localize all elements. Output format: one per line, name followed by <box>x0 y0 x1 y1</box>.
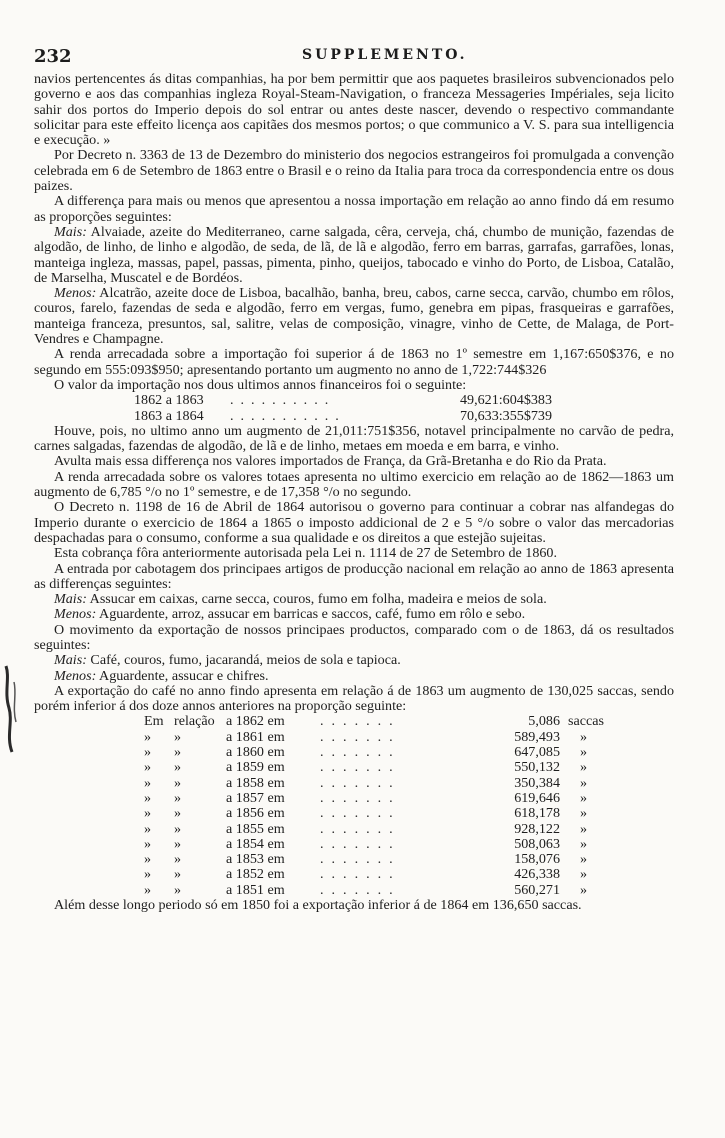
col-a: » <box>144 728 152 745</box>
sacks-value: 426,338 <box>514 866 560 883</box>
year-label: a 1861 em <box>226 728 285 745</box>
paragraph-export-movement: O movimento da exportação de nossos principaes productos, comparado com o de 1863, dá os resultados seguintes: <box>34 621 674 653</box>
import-value: 70,633:355$739 <box>460 407 553 424</box>
year-label: a 1860 em <box>226 744 285 761</box>
sacks-value: 928,122 <box>514 820 560 837</box>
page-header <box>34 46 674 70</box>
leader-dots: ....... <box>320 851 401 868</box>
ditto-mark: » <box>580 728 588 745</box>
col-b: » <box>174 759 182 776</box>
table-row <box>34 867 674 882</box>
leader-dots: ....... <box>320 881 401 898</box>
paragraph-import-difference: A differença para mais ou menos que apresentou a nossa importação em relação ao anno findo dá em resumo as proporções seguintes: <box>34 193 674 225</box>
leader-dots: ....... <box>320 728 401 745</box>
year-label: a 1854 em <box>226 835 285 852</box>
table-row <box>34 822 674 837</box>
sacks-value: 560,271 <box>514 881 560 898</box>
col-a: » <box>144 789 152 806</box>
list-less-cabotage <box>34 607 674 622</box>
ditto-mark: » <box>580 881 588 898</box>
less-exports-text: Aguardente, assucar e chifres. <box>99 667 269 684</box>
year-label: a 1859 em <box>226 759 285 776</box>
leader-dots: ....... <box>320 744 401 761</box>
col-a: Em <box>144 713 164 730</box>
list-more-exports <box>34 653 674 668</box>
leader-dots: ....... <box>320 835 401 852</box>
col-a: » <box>144 881 152 898</box>
period-label: 1862 a 1863 <box>134 392 204 409</box>
page-body <box>34 72 674 913</box>
leader-dots: ....... <box>320 866 401 883</box>
year-label: a 1856 em <box>226 805 285 822</box>
ditto-mark: » <box>580 866 588 883</box>
leader-dots: ....... <box>320 713 401 730</box>
year-label: a 1857 em <box>226 789 285 806</box>
year-label: a 1853 em <box>226 851 285 868</box>
col-a: » <box>144 851 152 868</box>
ditto-mark: » <box>580 759 588 776</box>
year-label: a 1855 em <box>226 820 285 837</box>
leader-dots: ....... <box>320 789 401 806</box>
less-label: Menos: <box>54 606 97 623</box>
sacks-value: 158,076 <box>514 851 560 868</box>
year-label: a 1851 em <box>226 881 285 898</box>
table-row <box>34 760 674 775</box>
unit-label: saccas <box>568 713 604 730</box>
paragraph-law-1114: Esta cobrança fôra anteriormente autorisada pela Lei n. 1114 de 27 de Setembro de 1860. <box>54 545 558 562</box>
sacks-value: 350,384 <box>514 774 560 791</box>
paragraph-countries: Avulta mais essa differença nos valores importados de França, da Grã-Bretanha e do Rio da Prata. <box>54 453 607 470</box>
col-b: » <box>174 835 182 852</box>
col-b: » <box>174 805 182 822</box>
sacks-value: 619,646 <box>514 789 560 806</box>
table-row <box>34 776 674 791</box>
leader-dots: ....... <box>320 759 401 776</box>
ditto-mark: » <box>580 851 588 868</box>
ditto-mark: » <box>580 805 588 822</box>
col-a: » <box>144 866 152 883</box>
col-a: » <box>144 820 152 837</box>
less-cabotage-text: Aguardente, arroz, assucar em barricas e saccos, café, fumo em rôlo e sebo. <box>99 606 526 623</box>
leader-dots: ........... <box>230 407 346 424</box>
year-label: a 1852 em <box>226 866 285 883</box>
sacks-value: 508,063 <box>514 835 560 852</box>
less-label: Menos: <box>54 667 97 684</box>
table-row <box>34 883 674 898</box>
year-label: a 1858 em <box>226 774 285 791</box>
ditto-mark: » <box>580 774 588 791</box>
less-label: Menos: <box>54 285 97 302</box>
page-number: 232 <box>34 46 72 67</box>
sacks-value: 550,132 <box>514 759 560 776</box>
col-a: » <box>144 805 152 822</box>
ditto-mark: » <box>580 820 588 837</box>
table-row <box>34 409 674 424</box>
sacks-value: 647,085 <box>514 744 560 761</box>
paragraph-import-value-intro: O valor da importação nos dous ultimos annos financeiros foi o seguinte: <box>54 376 467 393</box>
ditto-mark: » <box>580 835 588 852</box>
col-b: » <box>174 789 182 806</box>
leader-dots: ....... <box>320 805 401 822</box>
paragraph-closing: Além desse longo periodo só em 1850 foi a exportação inferior á de 1864 em 136,650 saccas. <box>54 897 582 914</box>
ditto-mark: » <box>580 744 588 761</box>
col-b: » <box>174 866 182 883</box>
col-b: » <box>174 744 182 761</box>
col-a: » <box>144 759 152 776</box>
col-a: » <box>144 835 152 852</box>
paragraph-import-revenue: A renda arrecadada sobre a importação foi superior á de 1863 no 1º semestre em 1,167:650$376, e no segundo em 555:093$950; apresentando portanto um augmento no anno de 1,722:744$326 <box>34 346 674 378</box>
more-imports-text: Alvaiade, azeite do Mediterraneo, carne salgada, cêra, cerveja, chá, chumbo de munição, fazendas de algodão, de linho, de linho e algodão, de seda, de lã, de lã e algodão, ferro em barras, garrafas, garrafões, lonas, manteiga ingleza, massas, papel, passas, pimenta, pinho, queijos, tabocado e vinho do Porto, de Lisboa, Catalão, de Marselha, Muscatel e de Bordéos. <box>34 223 675 286</box>
table-row <box>34 393 674 408</box>
sacks-value: 618,178 <box>514 805 560 822</box>
sacks-value: 5,086 <box>528 713 560 730</box>
table-row <box>34 852 674 867</box>
col-b: relação <box>174 713 215 730</box>
paragraph-decree-excerpt: navios pertencentes ás ditas companhias, ha por bem permittir que aos paquetes brasileiros subvencionados pelo governo e aos das companhias ingleza Royal-Steam-Navigation, o franceza Messageries Impériales, seja licito sahir dos portos do Imperio depois do sol entrar ou antes deste nascer, devendo o respectivo commandante solicitar para este effeito licença aos capitães dos mesmos portos; o que communico a V. S. para sua intelligencia e execução. » <box>34 71 674 149</box>
import-value-table <box>34 393 674 424</box>
margin-ink-mark <box>0 664 28 754</box>
paragraph-increase: Houve, pois, no ultimo anno um augmento de 21,011:751$356, notavel principalmente no carvão de pedra, carnes salgadas, fazendas de algodão, de lã e de linho, metaes em moeda e em barra, e vinho. <box>34 422 674 455</box>
col-a: » <box>144 744 152 761</box>
more-cabotage-text: Assucar em caixas, carne secca, couros, fumo em folha, madeira e meios de sola. <box>89 591 547 608</box>
table-row <box>34 745 674 760</box>
leader-dots: ....... <box>320 774 401 791</box>
less-imports-text: Alcatrão, azeite doce de Lisboa, bacalhão, banha, breu, cabos, carne secca, carvão, chumbo em rôlos, couros, farelo, fazendas de seda e algodão, ferro em vergas, fumo, genebra em pipas, frasqueiras e garrafões, manteiga franceza, presuntos, sal, salitre, velas de composição, vinagre, vinho de Cette, de Malaga, de Port-Vendres e Champagne. <box>34 285 674 348</box>
paragraph-coffee-export: A exportação do café no anno findo apresenta em relação á de 1863 um augmento de 130,025 saccas, sendo porém inferior á dos doze annos anteriores na proporção seguinte: <box>34 682 674 715</box>
list-more-imports <box>34 225 674 286</box>
sacks-value: 589,493 <box>514 728 560 745</box>
year-label: a 1862 em <box>226 713 285 730</box>
col-b: » <box>174 820 182 837</box>
col-b: » <box>174 728 182 745</box>
more-label: Mais: <box>54 652 87 669</box>
table-row <box>34 791 674 806</box>
ditto-mark: » <box>580 789 588 806</box>
more-label: Mais: <box>54 591 87 608</box>
paragraph-cabotage: A entrada por cabotagem dos principaes artigos de producção nacional em relação ao anno de 1863 apresenta as differenças seguintes: <box>34 560 674 592</box>
table-row <box>34 837 674 852</box>
list-less-exports <box>34 669 674 684</box>
col-b: » <box>174 881 182 898</box>
period-label: 1863 a 1864 <box>134 407 204 424</box>
table-row <box>34 730 674 745</box>
list-more-cabotage <box>34 592 674 607</box>
leader-dots: ....... <box>320 820 401 837</box>
leader-dots: .......... <box>230 392 336 409</box>
import-value: 49,621:604$383 <box>460 392 553 409</box>
paragraph-decree-3363: Por Decreto n. 3363 de 13 de Dezembro do ministerio dos negocios estrangeiros foi promulgada a convenção celebrada em 6 de Setembro de 1863 entre o Brasil e o reino da Italia para troca da correspondencia entre os dous paizes. <box>34 147 674 195</box>
coffee-export-table <box>34 714 674 898</box>
paragraph-total-revenue: A renda arrecadada sobre os valores totaes apresenta no ultimo exercicio em relação ao de 1862—1863 um augmento de 6,785 °/o no 1º semestre, e de 17,358 °/o no segundo. <box>34 468 674 501</box>
running-title: SUPPLEMENTO. <box>302 47 468 63</box>
list-less-imports <box>34 286 674 347</box>
more-label: Mais: <box>54 223 87 240</box>
more-exports-text: Café, couros, fumo, jacarandá, meios de sola e tapioca. <box>90 652 401 669</box>
paragraph-decree-1198: O Decreto n. 1198 de 16 de Abril de 1864 autorisou o governo para continuar a cobrar nas alfandegas do Imperio durante o exercicio de 1864 a 1865 o imposto addicional de 2 e 5 °/o sobre o valor das mercadorias despachadas para o consumo, conforme a sua qualidade e os direitos a que estejão sujeitas. <box>34 499 674 546</box>
col-b: » <box>174 851 182 868</box>
col-b: » <box>174 774 182 791</box>
table-row <box>34 806 674 821</box>
col-a: » <box>144 774 152 791</box>
table-row <box>34 714 674 729</box>
